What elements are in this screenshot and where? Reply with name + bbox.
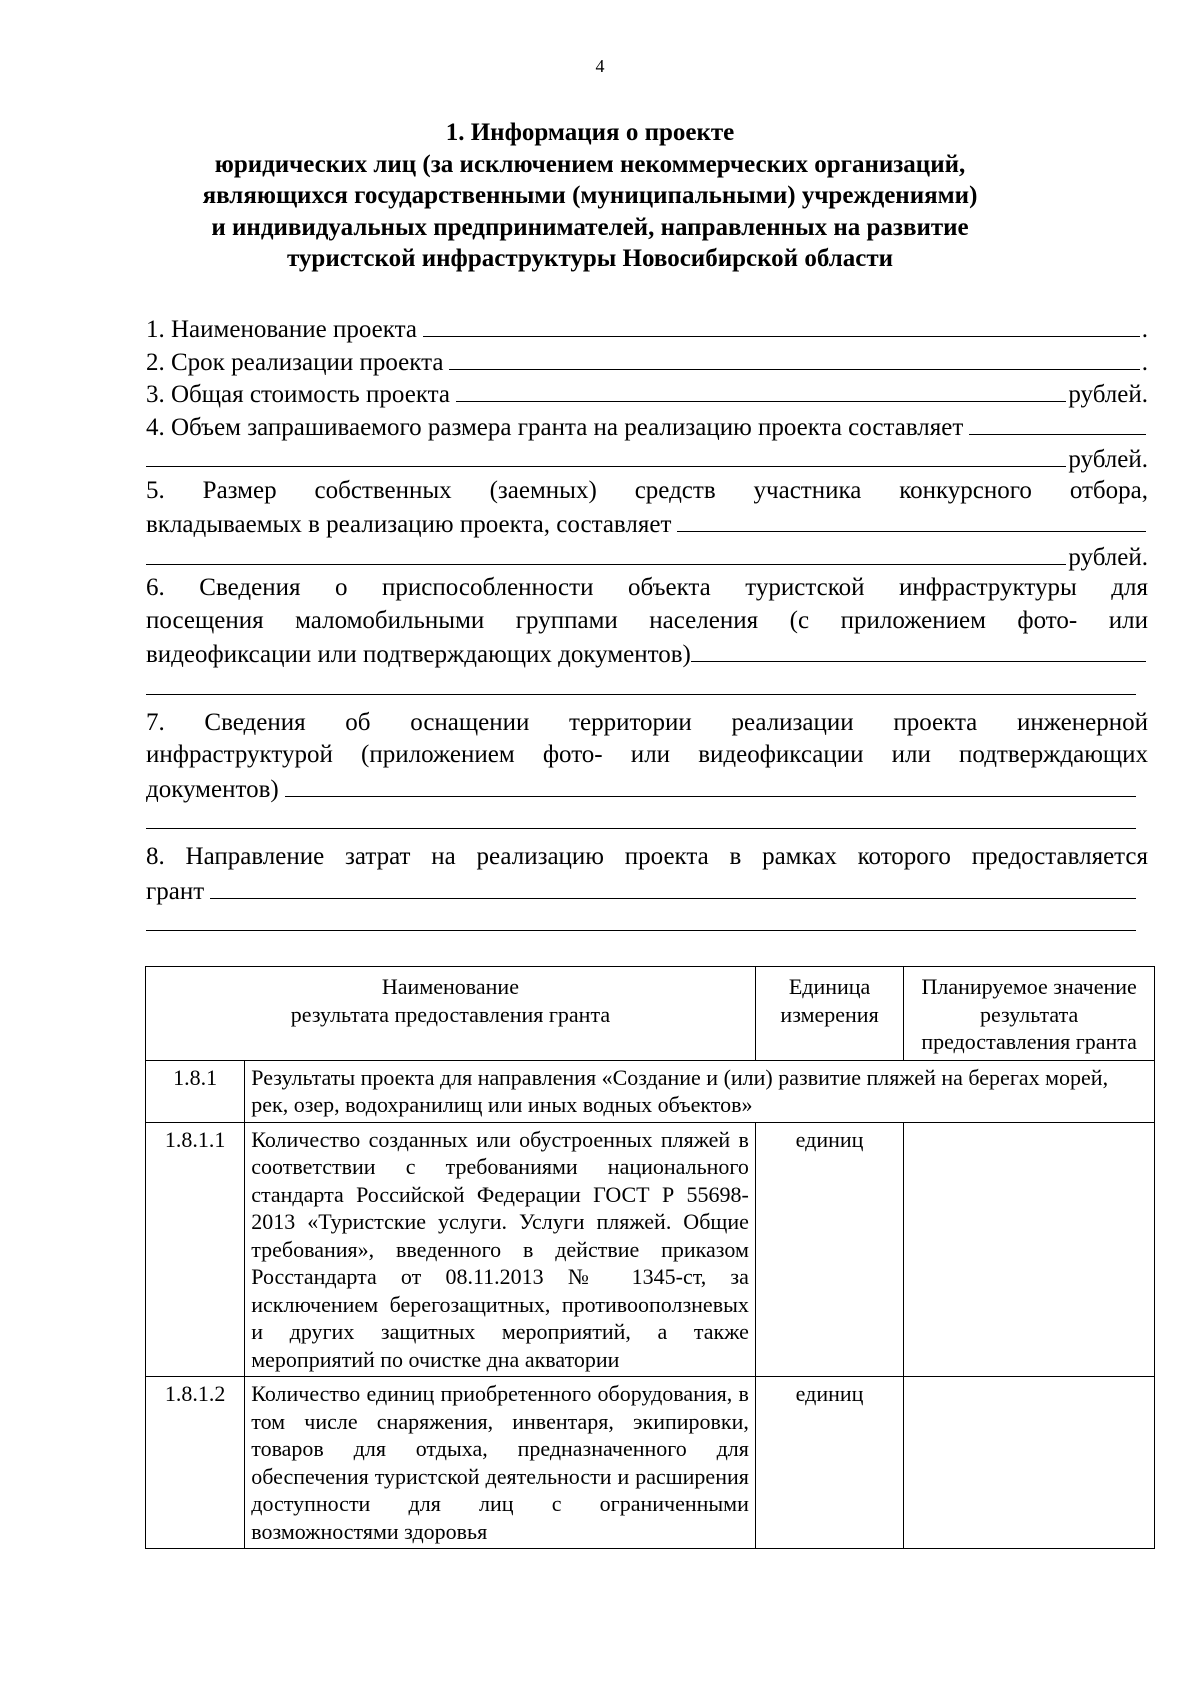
field-project-cost-unit: рублей.	[1068, 381, 1148, 408]
grant-amount-blank-1[interactable]	[969, 410, 1146, 435]
field-project-cost-label: 3. Общая стоимость проекта	[146, 381, 450, 408]
header-unit-line-2: измерения	[780, 1001, 879, 1027]
cost-direction-blank-2[interactable]	[146, 906, 1136, 931]
grant-amount-blank-2[interactable]	[146, 442, 1066, 467]
row-number: 1.8.1.2	[146, 1377, 245, 1549]
field-grant-amount-label: 4. Объем запрашиваемого размера гранта на реализацию проекта составляет	[146, 413, 964, 441]
accessibility-blank-1[interactable]	[691, 637, 1146, 662]
page-number: 4	[595, 56, 605, 76]
title-line-2: юридических лиц (за исключением некоммерческих организаций,	[214, 150, 966, 178]
title-line-4: и индивидуальных предпринимателей, направленных на развитие	[211, 213, 969, 241]
field-infrastructure-line-2: инфраструктурой (приложением фото- или видеофиксации или подтверждающих	[146, 741, 1148, 768]
title-line-5: туристской инфраструктуры Новосибирской области	[286, 245, 894, 272]
row-result-text: Количество созданных или обустроенных пляжей в соответствии с требованиями национального стандарта Российской Федерации ГОСТ Р 55698-2013 «Туристские услуги. Услуги пляжей. Общие требования», введенного в действие приказом Росстандарта от 08.11.2013 № 1345-ст, за исключением берегозащитных, противооползневых и других защитных мероприятий, а также мероприятий по очистке дна акватории	[245, 1122, 756, 1377]
field-own-funds-cont	[146, 540, 1148, 573]
infrastructure-blank-1[interactable]	[285, 772, 1136, 797]
field-own-funds-label: вкладываемых в реализацию проекта, составляет	[146, 511, 672, 538]
field-grant-amount-cont	[146, 442, 1148, 475]
field-accessibility-line-2: посещения маломобильными группами населения (с приложением фото- или	[146, 606, 1148, 634]
own-funds-blank-1[interactable]	[677, 507, 1146, 532]
document-title	[140, 117, 1040, 275]
header-planned-line-3: предоставления гранта	[921, 1029, 1137, 1054]
project-cost-blank[interactable]	[456, 377, 1066, 402]
infrastructure-blank-2[interactable]	[146, 804, 1136, 829]
row-unit: единиц	[755, 1377, 903, 1549]
field-project-name	[146, 312, 1148, 345]
field-grant-amount-unit: рублей.	[1068, 446, 1148, 473]
field-accessibility-line-1: 6. Сведения о приспособленности объекта туристской инфраструктуры для	[146, 574, 1148, 601]
field-cost-direction-label: грант	[146, 877, 205, 905]
spacer	[146, 695, 1148, 707]
field-project-name-label: 1. Наименование проекта	[146, 316, 417, 343]
field-cost-direction	[146, 874, 1148, 907]
spacer	[146, 829, 1148, 841]
field-accessibility-label: видеофиксации или подтверждающих документов)	[146, 641, 691, 668]
row-unit: единиц	[755, 1122, 903, 1377]
field-own-funds	[146, 507, 1148, 540]
cost-direction-blank-1[interactable]	[210, 874, 1136, 899]
field-grant-amount	[146, 410, 1148, 443]
title-line-3: являющихся государственными (муниципальными) учреждениями)	[202, 182, 978, 209]
header-unit-line-1: Единица	[788, 974, 871, 999]
row-number: 1.8.1.1	[146, 1122, 245, 1377]
header-planned-value	[904, 967, 1155, 1061]
header-planned-line-2: результата	[980, 1001, 1079, 1027]
field-project-term-label: 2. Срок реализации проекта	[146, 348, 444, 376]
own-funds-blank-2[interactable]	[146, 540, 1066, 565]
field-own-funds-unit: рублей.	[1068, 543, 1148, 571]
field-project-cost	[146, 377, 1148, 410]
field-own-funds-line-1: 5. Размер собственных (заемных) средств участника конкурсного отбора,	[146, 476, 1148, 504]
field-cost-direction-line-1: 8. Направление затрат на реализацию проекта в рамках которого предоставляется	[146, 843, 1148, 870]
header-result-name-line-1: Наименование	[381, 974, 519, 999]
header-planned-line-1: Планируемое значение	[921, 974, 1137, 999]
project-term-blank[interactable]	[449, 345, 1139, 370]
field-infrastructure-label: документов)	[146, 775, 279, 803]
row-section-text: Результаты проекта для направления «Создание и (или) развитие пляжей на берегах морей, рек, озер, водохранилищ или иных водных объектов»	[245, 1060, 1155, 1122]
title-line-1: 1. Информация о проекте	[445, 119, 735, 146]
table-header-row	[146, 967, 1155, 1061]
field-project-term-end: .	[1141, 348, 1148, 376]
project-name-blank[interactable]	[423, 312, 1140, 337]
row-number: 1.8.1	[146, 1060, 245, 1122]
project-fields	[146, 312, 1148, 931]
field-project-name-end: .	[1141, 316, 1148, 343]
grant-results-table	[145, 966, 1155, 1549]
row-planned-value-cell[interactable]	[904, 1122, 1155, 1377]
table-row	[146, 1060, 1155, 1122]
field-project-term	[146, 345, 1148, 378]
field-infrastructure-line-1: 7. Сведения об оснащении территории реализации проекта инженерной	[146, 708, 1148, 736]
header-unit	[755, 967, 903, 1061]
field-infrastructure	[146, 772, 1148, 805]
row-result-text: Количество единиц приобретенного оборудования, в том числе снаряжения, инвентаря, экипировки, товаров для отдыха, предназначенного для обеспечения туристской деятельности и расширения доступности для лиц с ограниченными возможностями здоровья	[245, 1377, 756, 1549]
header-result-name-line-2: результата предоставления гранта	[290, 1001, 611, 1027]
table-row	[146, 1377, 1155, 1549]
accessibility-blank-2[interactable]	[146, 670, 1136, 695]
header-result-name	[146, 967, 756, 1061]
row-planned-value-cell[interactable]	[904, 1377, 1155, 1549]
table-row	[146, 1122, 1155, 1377]
field-accessibility	[146, 637, 1148, 670]
